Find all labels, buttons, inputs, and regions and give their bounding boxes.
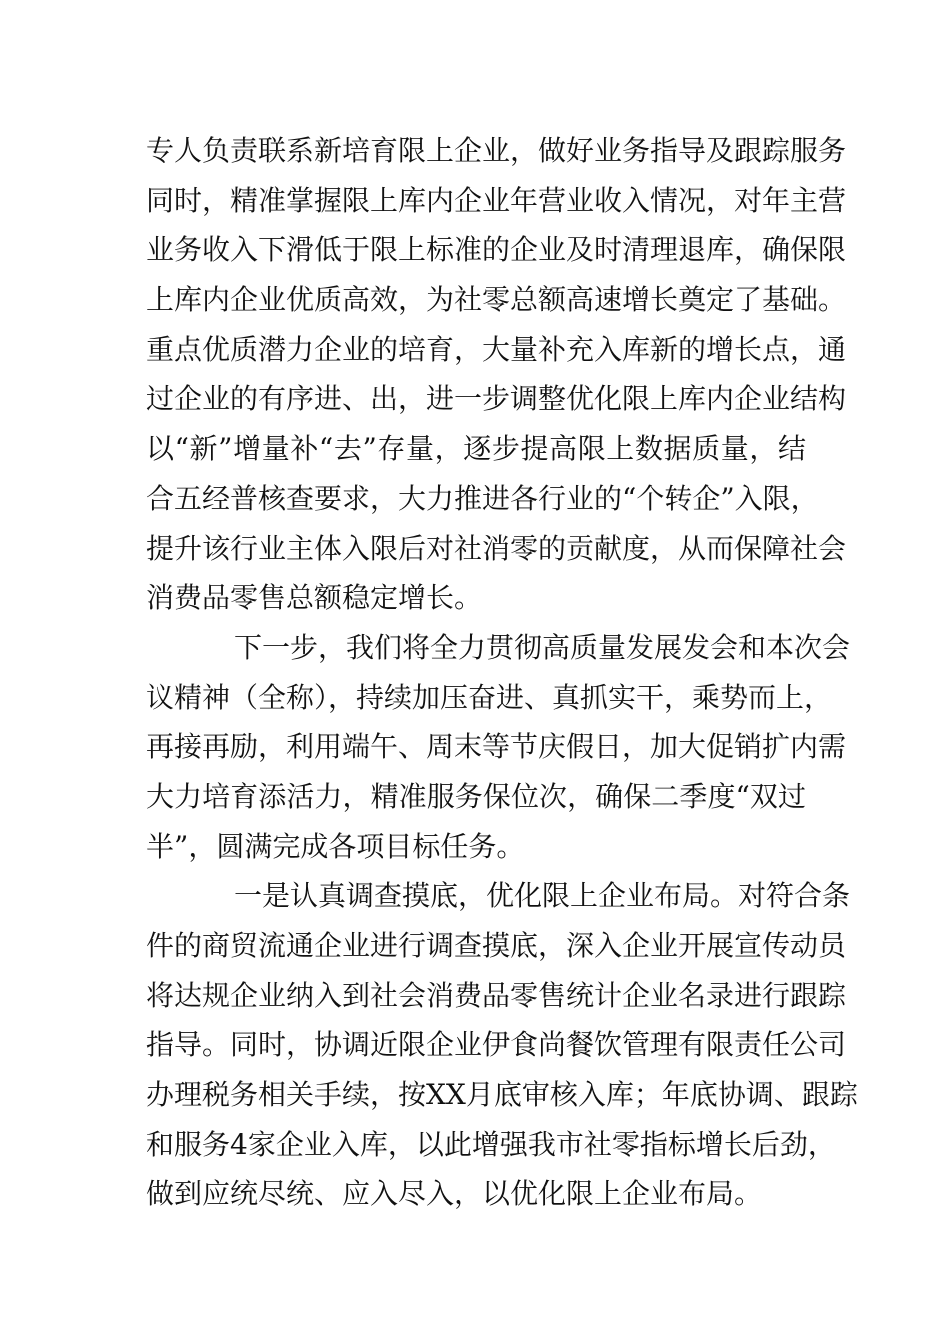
- text-line: 指导。同时，协调近限企业伊食尚餐饮管理有限责任公司: [146, 1028, 847, 1062]
- text-line: 一是认真调查摸底，优化限上企业布局。对符合条: [234, 879, 851, 913]
- text-line: 重点优质潜力企业的培育，大量补充入库新的增长点，通: [146, 332, 847, 366]
- paragraph-1: [146, 126, 847, 623]
- text-line: 提升该行业主体入限后对社消零的贡献度，从而保障社会: [146, 531, 847, 565]
- text-line: 办理税务相关手续，按XX月底审核入库；年底协调、跟踪: [146, 1078, 858, 1112]
- text-line: 专人负责联系新培育限上企业，做好业务指导及跟踪服务: [146, 134, 847, 167]
- text-line: 件的商贸流通企业进行调查摸底，深入企业开展宣传动员: [146, 929, 847, 962]
- document-body: [146, 126, 858, 1219]
- text-line: 合五经普核查要求，大力推进各行业的“个转企”入限，: [146, 481, 819, 515]
- text-line: 下一步，我们将全力贯彻高质量发展发会和本次会: [234, 630, 851, 664]
- text-line: 将达规企业纳入到社会消费品零售统计企业名录进行跟踪: [146, 978, 847, 1012]
- text-line: 议精神（全称），持续加压奋进、真抓实干，乘势而上，: [146, 680, 833, 714]
- text-line: 做到应统尽统、应入尽入，以优化限上企业布局。: [146, 1177, 763, 1211]
- text-line: 再接再励，利用端午、周末等节庆假日，加大促销扩内需: [146, 730, 847, 764]
- text-line: 业务收入下滑低于限上标准的企业及时清理退库，确保限: [146, 233, 847, 267]
- text-line: 过企业的有序进、出，进一步调整优化限上库内企业结构: [146, 382, 847, 416]
- text-line: 同时，精准掌握限上库内企业年营业收入情况，对年主营: [146, 183, 847, 217]
- paragraph-2: [146, 623, 851, 871]
- paragraph-3: [146, 871, 858, 1219]
- text-line: 以“新”增量补“去”存量，逐步提高限上数据质量，结: [146, 432, 806, 466]
- text-line: 半”，圆满完成各项目标任务。: [146, 829, 525, 863]
- text-line: 消费品零售总额稳定增长。: [146, 581, 483, 615]
- text-line: 上库内企业优质高效，为社零总额高速增长奠定了基础。: [146, 283, 847, 317]
- text-line: 大力培育添活力，精准服务保位次，确保二季度“双过: [146, 779, 806, 813]
- text-line: 和服务4家企业入库，以此增强我市社零指标增长后劲，: [146, 1127, 836, 1161]
